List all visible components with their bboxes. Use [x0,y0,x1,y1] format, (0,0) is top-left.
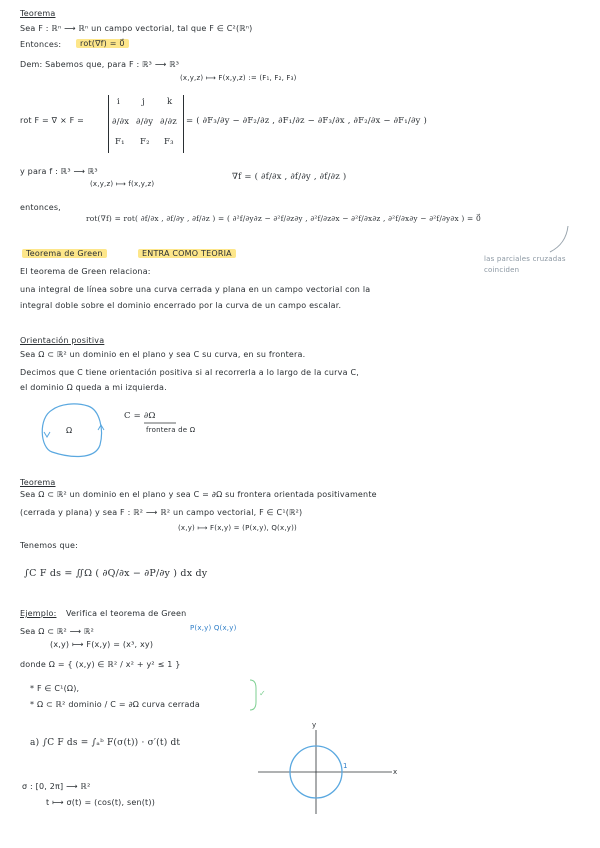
theorem-line: Sea Ω ⊂ ℝ² un dominio en el plano y sea C = ∂Ω su frontera orientada positivamente [20,490,377,499]
matrix-cell: ∂/∂x [112,117,130,127]
mapping-line: (x,y,z) ⟼ F(x,y,z) := (F₁, F₂, F₃) [180,74,297,82]
heading-green: Teorema de Green [22,249,107,258]
matrix-cell: ∂/∂z [160,117,177,127]
condition-item: * F ∈ C¹(Ω), [30,684,80,693]
matrix-cell: i [117,97,120,107]
theorem-line: (cerrada y plana) y sea F : ℝ² ⟶ ℝ² un campo vectorial, F ∈ C¹(ℝ²) [20,508,303,517]
rot-grad-formula: rot(∇f) = rot( ∂f/∂x , ∂f/∂y , ∂f/∂z ) = ( ∂²f/∂y∂z − ∂²f/∂z∂y , ∂²f/∂z∂x − ∂²f/∂x∂z , ∂²f/∂x∂y − ∂²f/∂y∂x ) = 0⃗ [86,214,481,223]
heading-teorema: Teorema [20,9,56,18]
axis-y-label: y [312,721,317,729]
theorem-mapping: (x,y) ⟼ F(x,y) = (P(x,y), Q(x,y)) [178,524,297,532]
matrix-cell: k [167,97,173,107]
green-line: El teorema de Green relaciona: [20,267,151,276]
orient-line: el dominio Ω queda a mi izquierda. [20,383,167,392]
frontera-note: frontera de Ω [146,426,196,434]
heading-teorema-green: Teorema [20,478,56,487]
highlight-result: rot(∇f) = 0⃗ [76,39,129,48]
matrix-cell: F₂ [140,137,150,147]
sigma-def: σ : [0, 2π] ⟶ ℝ² [22,782,91,791]
side-note: las parciales cruzadas coinciden [484,255,566,274]
ejemplo-title: Verifica el teorema de Green [66,609,187,618]
heading-orientacion: Orientación positiva [20,336,105,345]
entonces-line: entonces, [20,203,61,212]
rot-rhs: = ( ∂F₃/∂y − ∂F₂/∂z , ∂F₁/∂z − ∂F₃/∂x , ∂F₂/∂x − ∂F₁/∂y ) [186,116,427,126]
ejemplo-line: Sea Ω ⊂ ℝ² ⟶ ℝ² [20,627,94,636]
para-line: y para f : ℝ³ ⟶ ℝ³ [20,167,98,176]
green-formula: ∫C F ds = ∬Ω ( ∂Q/∂x − ∂P/∂y ) dx dy [24,568,208,579]
omega-label: Ω [66,426,73,435]
ejemplo-domain: donde Ω = { (x,y) ∈ ℝ² / x² + y² ≤ 1 } [20,660,181,669]
orient-line: Decimos que C tiene orientación positiva si al recorrerla a lo largo de la curva C, [20,368,359,377]
condition-item: * Ω ⊂ ℝ² dominio / C = ∂Ω curva cerrada [30,700,201,709]
matrix-cell: F₃ [164,137,174,147]
pq-labels: P(x,y) Q(x,y) [190,624,237,632]
ejemplo-mapping: (x,y) ⟼ F(x,y) = (x³, xy) [50,640,154,649]
radius-label: 1 [343,762,348,770]
sigma-mapping: t ⟼ σ(t) = (cos(t), sen(t)) [46,798,156,807]
entonces-label: Entonces: [20,40,62,49]
boundary-eq: C = ∂Ω [124,411,156,421]
rot-lhs: rot F = ∇ × F = [20,116,85,125]
axis-x-label: x [393,768,398,776]
theory-tag: ENTRA COMO TEORIA [138,249,236,258]
line-integral: a) ∫C F ds = ∫ₐᵇ F(σ(t)) · σ′(t) dt [30,738,181,748]
green-line: integral doble sobre el dominio encerrado por la curva de un campo escalar. [20,301,342,310]
matrix-cell: F₁ [115,137,125,147]
matrix-cell: j [142,97,145,107]
para-mapping: (x,y,z) ⟼ f(x,y,z) [90,180,155,188]
matrix-cell: ∂/∂y [136,117,154,127]
statement-line: Sea F : ℝⁿ ⟶ ℝⁿ un campo vectorial, tal que F ∈ C²(ℝⁿ) [20,24,253,33]
gradient-def: ∇f = ( ∂f/∂x , ∂f/∂y , ∂f/∂z ) [232,172,347,182]
orient-line: Sea Ω ⊂ ℝ² un dominio en el plano y sea C su curva, en su frontera. [20,350,306,359]
heading-ejemplo: Ejemplo: [20,609,57,618]
check-icon: ✓ [259,689,266,698]
tenemos-line: Tenemos que: [20,541,79,550]
dem-line: Dem: Sabemos que, para F : ℝ³ ⟶ ℝ³ [20,60,180,69]
green-line: una integral de línea sobre una curva cerrada y plana en un campo vectorial con la [20,285,371,294]
